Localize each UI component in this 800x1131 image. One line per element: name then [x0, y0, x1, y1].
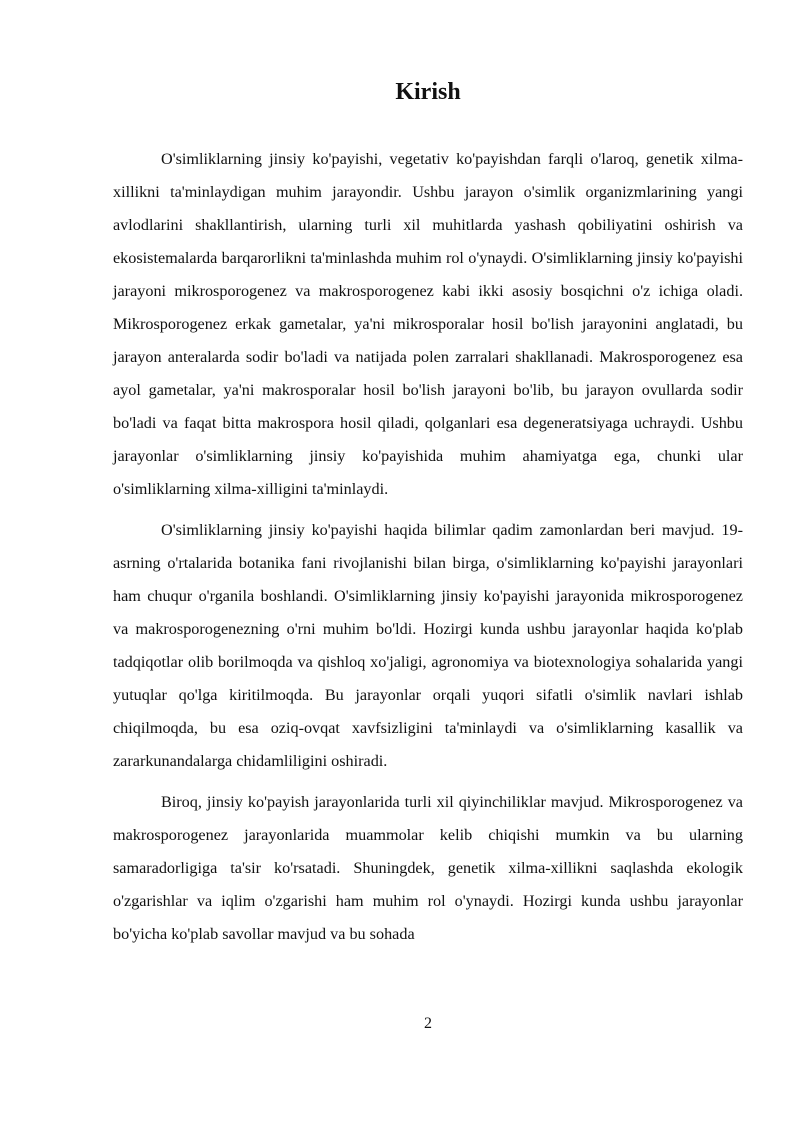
paragraph-1: O'simliklarning jinsiy ko'payishi, vegetativ ko'payishdan farqli o'laroq, genetik xilma-xillikni ta'minlaydigan muhim jarayondir. Ushbu jarayon o'simlik organizmlarining yangi avlodlarini shakllantirish, ularning turli xil muhitlarda yashash qobiliyatini oshirish va ekosistemalarda barqarorlikni ta'minlashda muhim rol o'ynaydi. O'simliklarning jinsiy ko'payishi jarayoni mikrosporogenez va makrosporogenez kabi ikki asosiy bosqichni o'z ichiga oladi. Mikrosporogenez erkak gametalar, ya'ni mikrosporalar hosil bo'lish jarayonini anglatadi, bu jarayon anteralarda sodir bo'ladi va natijada polen zarralari shakllanadi. Makrosporogenez esa ayol gametalar, ya'ni makrosporalar hosil bo'lish jarayoni bo'lib, bu jarayon ovullarda sodir bo'ladi va faqat bitta makrospora hosil qiladi, qolganlari esa degeneratsiyaga uchraydi. Ushbu jarayonlar o'simliklarning jinsiy ko'payishida muhim ahamiyatga ega, chunki ular o'simliklarning xilma-xilligini ta'minlaydi. [113, 150, 743, 498]
page-number: 2 [424, 1015, 432, 1032]
paragraph-2: O'simliklarning jinsiy ko'payishi haqida bilimlar qadim zamonlardan beri mavjud. 19-asrning o'rtalarida botanika fani rivojlanishi bilan birga, o'simliklarning ko'payishi jarayonlari ham chuqur o'rganila boshlandi. O'simliklarning jinsiy ko'payishi jarayonida mikrosporogenez va makrosporogenezning o'rni muhim bo'ldi. Hozirgi kunda ushbu jarayonlar haqida ko'plab tadqiqotlar olib borilmoqda va qishloq xo'jaligi, agronomiya va biotexnologiya sohalarida yangi yutuqlar qo'lga kiritilmoqda. Bu jarayonlar orqali yuqori sifatli o'simlik navlari ishlab chiqilmoqda, bu esa oziq-ovqat xavfsizligini ta'minlaydi va o'simliklarning kasallik va zararkunandalarga chidamliligini oshiradi. [113, 521, 743, 770]
document-body [113, 143, 743, 959]
paragraph-3: Biroq, jinsiy ko'payish jarayonlarida turli xil qiyinchiliklar mavjud. Mikrosporogenez va makrosporogenez jarayonlarida muammolar kelib chiqishi mumkin va bu ularning samaradorligiga ta'sir ko'rsatadi. Shuningdek, genetik xilma-xillikni saqlashda ekologik o'zgarishlar va iqlim o'zgarishi ham muhim rol o'ynaydi. Hozirgi kunda ushbu jarayonlar bo'yicha ko'plab savollar mavjud va bu sohada [113, 793, 743, 943]
page-title: Kirish [395, 79, 461, 105]
